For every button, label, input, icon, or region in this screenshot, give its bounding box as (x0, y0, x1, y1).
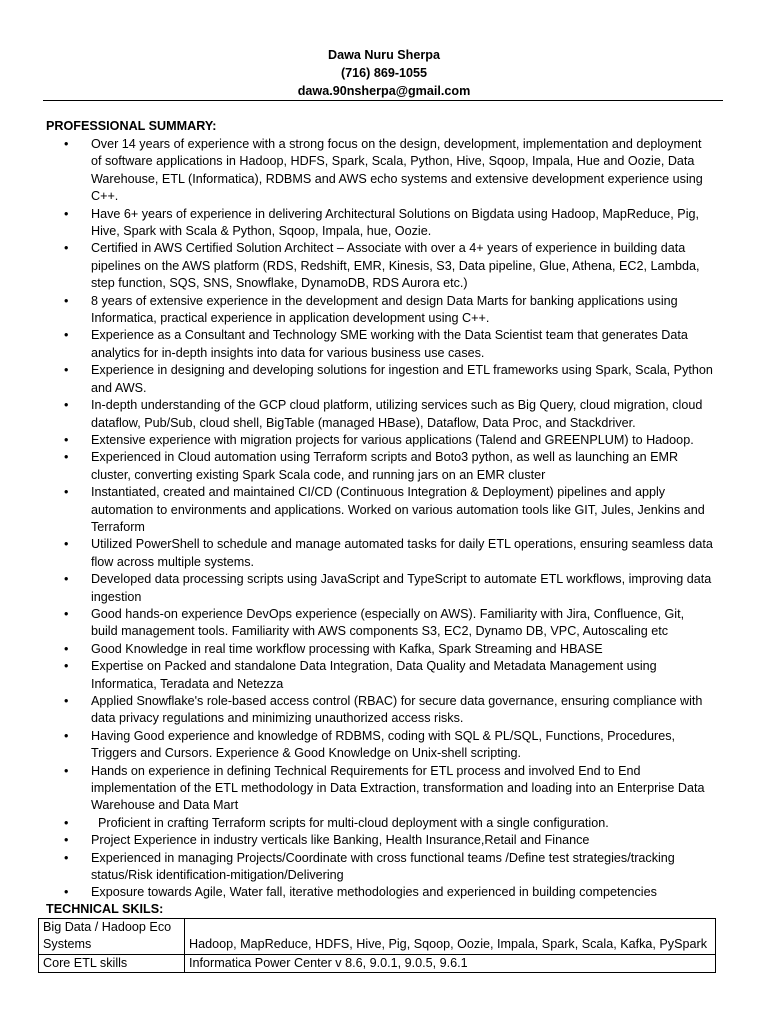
bullet-icon: • (64, 850, 69, 865)
bullet-icon: • (64, 572, 69, 587)
bullet-icon: • (64, 398, 69, 413)
summary-item-text: 8 years of extensive experience in the development and design Data Marts for banking applications using Informatica, practical experience in application development using C++. (91, 293, 678, 326)
summary-item (46, 484, 714, 536)
bullet-icon: • (64, 206, 69, 221)
bullet-icon: • (64, 432, 69, 447)
summary-item (46, 240, 714, 292)
summary-item-text: Applied Snowflake's role-based access control (RBAC) for secure data governance, ensuring compliance with data privacy regulations and minimizing unauthorized access risks. (91, 694, 703, 726)
bullet-icon: • (64, 659, 69, 674)
skill-values: Informatica Power Center v 8.6, 9.0.1, 9.0.5, 9.6.1 (185, 954, 716, 972)
skills-table (38, 918, 716, 973)
header-divider (43, 100, 723, 101)
summary-item-text: Developed data processing scripts using JavaScript and TypeScript to automate ETL workflows, improving data ingestion (91, 572, 712, 604)
summary-item-text: Proficient in crafting Terraform scripts for multi-cloud deployment with a single configuration. (98, 815, 609, 830)
bullet-icon: • (64, 241, 69, 256)
summary-item (46, 362, 714, 397)
summary-item (46, 536, 714, 571)
bullet-icon: • (64, 450, 69, 465)
summary-item-text: Have 6+ years of experience in delivering Architectural Solutions on Bigdata using Hadoop, MapReduce, Pig, Hive, Spark with Scala & Python, Sqoop, Impala, hue, Oozie. (91, 206, 700, 239)
bullet-icon: • (64, 485, 69, 500)
summary-item (46, 728, 714, 763)
bullet-icon: • (64, 694, 69, 708)
summary-item-text: Experience as a Consultant and Technology SME working with the Data Scientist team that generates Data analytics for in-depth insights into data for various business use cases. (91, 328, 688, 360)
email-address: dawa.90nsherpa@gmail.com (297, 84, 471, 98)
bullet-icon: • (64, 815, 69, 830)
summary-item (46, 397, 714, 432)
bullet-icon: • (64, 137, 69, 151)
bullet-icon: • (64, 606, 69, 621)
summary-item-text: Over 14 years of experience with a strong focus on the design, development, implementation and deployment of software applications in Hadoop, HDFS, Spark, Scala, Python, Hive, Sqoop, Impala, Hue and Oozie, Data Warehouse, ETL (Informatica), RDBMS and AWS echo systems and extensive development experience using C++. (91, 137, 703, 204)
bullet-icon: • (64, 763, 69, 778)
skills-heading: TECHNICAL SKILS: (46, 902, 164, 916)
bullet-icon: • (64, 641, 69, 656)
summary-item-text: Good Knowledge in real time workflow processing with Kafka, Spark Streaming and HBASE (91, 641, 603, 656)
skill-category: Big Data / Hadoop Eco Systems (39, 919, 185, 955)
summary-item-text: Experienced in managing Projects/Coordinate with cross functional teams /Define test strategies/tracking status/Risk identification-mitigation/Delivering (91, 850, 675, 883)
summary-item-text: Instantiated, created and maintained CI/CD (Continuous Integration & Deployment) pipelines and apply automation to environments and applications. Worked on various automation tools like GIT, Jules, Jenkins and Terraform (91, 485, 705, 534)
summary-item-text: Utilized PowerShell to schedule and manage automated tasks for daily ETL operations, ensuring seamless data flow across multiple systems. (91, 537, 713, 569)
summary-item-text: Extensive experience with migration projects for various applications (Talend and GREENPLUM) to Hadoop. (91, 432, 694, 447)
bullet-icon: • (64, 833, 69, 848)
summary-item (46, 327, 714, 362)
summary-item-text: In-depth understanding of the GCP cloud platform, utilizing services such as Big Query, cloud migration, cloud dataflow, Pub/Sub, cloud shell, BigTable (managed HBase), Dataflow, Data Proc, and Stackdriver. (91, 398, 703, 430)
summary-item (46, 136, 714, 206)
summary-item (46, 449, 714, 484)
summary-list (46, 136, 714, 902)
summary-item (46, 606, 714, 641)
summary-item (46, 850, 714, 885)
summary-item (46, 884, 714, 901)
candidate-name: Dawa Nuru Sherpa (328, 48, 440, 62)
summary-item-text: Experienced in Cloud automation using Terraform scripts and Boto3 python, as well as launching an EMR cluster, converting existing Spark Scala code, and running jars on an EMR cluster (91, 450, 679, 482)
contact-header (0, 46, 768, 100)
summary-item (46, 693, 714, 728)
summary-item (46, 293, 714, 328)
summary-item (46, 641, 714, 658)
skill-category: Core ETL skills (39, 954, 185, 972)
bullet-icon: • (64, 328, 69, 343)
summary-item (46, 658, 714, 693)
bullet-icon: • (64, 885, 69, 900)
summary-item-text: Good hands-on experience DevOps experience (especially on AWS). Familiarity with Jira, Confluence, Git, build management tools. Familiarity with AWS components S3, EC2, Dynamo DB, VPC, Autoscaling etc (91, 606, 685, 639)
bullet-icon: • (64, 293, 69, 308)
summary-item (46, 763, 714, 815)
summary-item-text: Expertise on Packed and standalone Data Integration, Data Quality and Metadata Management using Informatica, Teradata and Netezza (91, 659, 657, 691)
summary-item (46, 815, 714, 832)
summary-item-text: Having Good experience and knowledge of RDBMS, coding with SQL & PL/SQL, Functions, Procedures, Triggers and Cursors. Experience & Good Knowledge on Unix-shell scripting. (91, 728, 676, 761)
summary-item-text: Project Experience in industry verticals like Banking, Health Insurance,Retail and Finance (91, 833, 590, 848)
skills-row (39, 954, 716, 972)
bullet-icon: • (64, 537, 69, 552)
summary-heading: PROFESSIONAL SUMMARY: (46, 119, 217, 133)
bullet-icon: • (64, 728, 69, 743)
summary-item (46, 206, 714, 241)
summary-item (46, 571, 714, 606)
summary-item-text: Exposure towards Agile, Water fall, iterative methodologies and experienced in building competencies (91, 885, 657, 900)
bullet-icon: • (64, 363, 69, 378)
phone-number: (716) 869-1055 (340, 66, 428, 80)
summary-item-text: Hands on experience in defining Technical Requirements for ETL process and involved End to End implementation of the ETL methodology in Data Extraction, transformation and loading into an Enterprise Data Warehouse and Data Mart (91, 763, 705, 813)
summary-item-text: Certified in AWS Certified Solution Architect – Associate with over a 4+ years of experience in building data pipelines on the AWS platform (RDS, Redshift, EMR, Kinesis, S3, Data pipeline, Glue, Athena, EC2, Lambda, step function, SQS, SNS, Snowflake, DynamoDB, RDS Aurora etc.) (91, 241, 700, 291)
summary-item (46, 432, 714, 449)
summary-item-text: Experience in designing and developing solutions for ingestion and ETL frameworks using Spark, Scala, Python and AWS. (91, 363, 713, 395)
skills-row (39, 919, 716, 955)
skill-values: Hadoop, MapReduce, HDFS, Hive, Pig, Sqoop, Oozie, Impala, Spark, Scala, Kafka, PySpark (185, 919, 716, 955)
summary-item (46, 832, 714, 849)
